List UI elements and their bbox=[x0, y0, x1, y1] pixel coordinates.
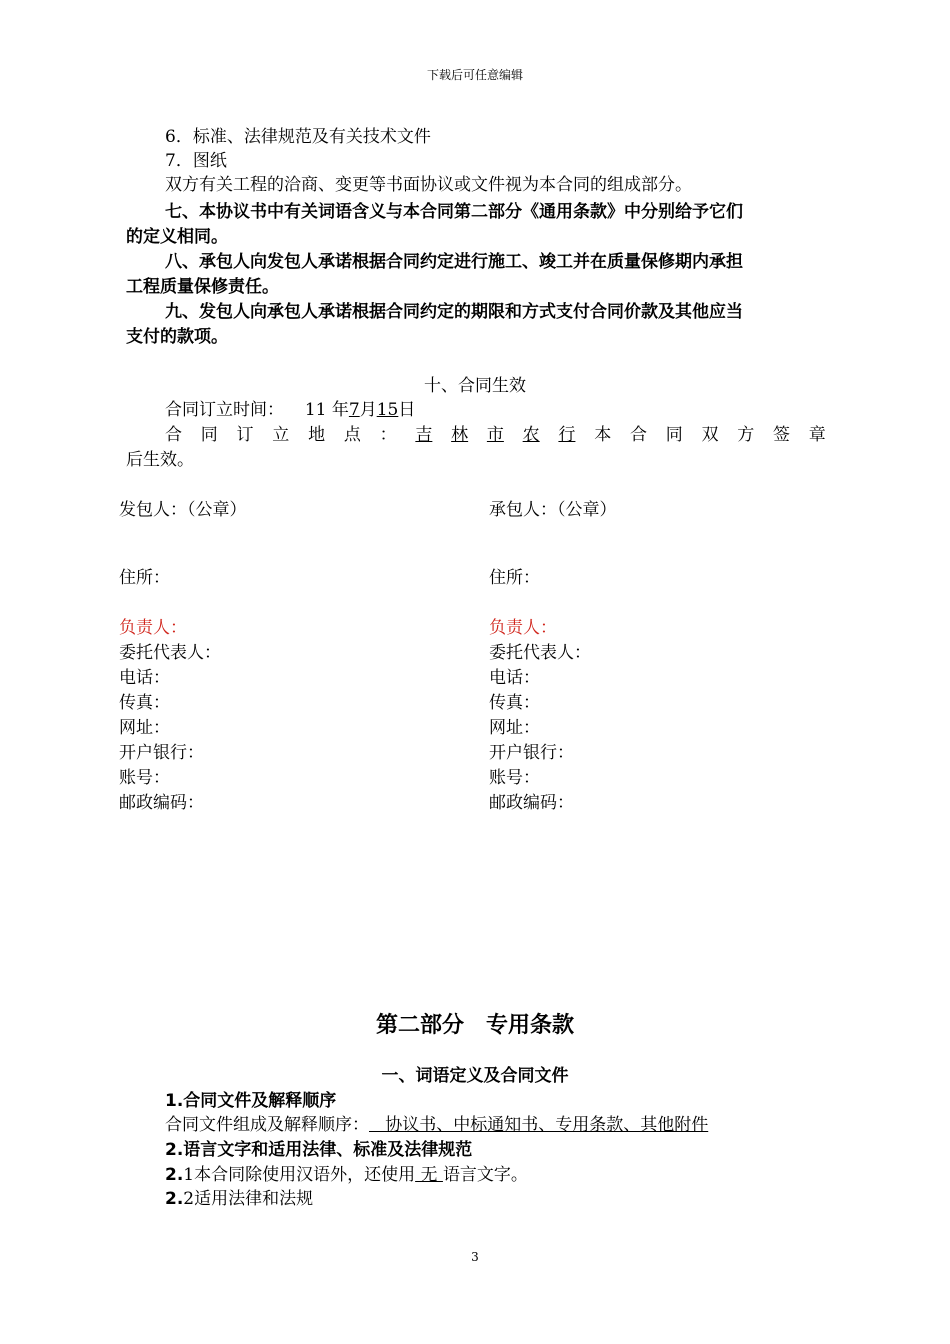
day-unit: 日 bbox=[398, 400, 416, 420]
s22-body bbox=[165, 1187, 826, 1211]
part2-title: 第二部分 专用条款 bbox=[375, 1013, 574, 1038]
contract-year: 11 bbox=[304, 400, 327, 420]
s21-value: 无 bbox=[415, 1165, 443, 1185]
contractor-bank: 开户银行： bbox=[489, 743, 574, 763]
s2-heading: 2.语言文字和适用法律、标准及法律规范 bbox=[165, 1140, 473, 1160]
place-value-char: 行 bbox=[558, 425, 576, 445]
contractor-fax: 传真： bbox=[489, 693, 540, 713]
contract-place bbox=[165, 423, 826, 447]
place-value-char: 市 bbox=[486, 425, 504, 445]
place-label-char: 点 bbox=[343, 425, 361, 445]
employer-phone: 电话： bbox=[119, 668, 170, 688]
clause-7-line2: 的定义相同。 bbox=[126, 227, 228, 247]
contractor-website: 网址： bbox=[489, 718, 540, 738]
employer-name: 发包人：（公章） bbox=[119, 500, 247, 520]
employer-agent: 委托代表人： bbox=[119, 643, 221, 663]
clause-8-line2: 工程质量保修责任。 bbox=[126, 277, 279, 297]
s21-number-sub: 1 bbox=[183, 1165, 195, 1185]
contractor-account: 账号： bbox=[489, 768, 540, 788]
s21-text-a: 本合同除使用汉语外，还使用 bbox=[194, 1165, 416, 1185]
s22-number-sub: 2 bbox=[183, 1189, 195, 1209]
place-after-char: 同 bbox=[665, 425, 683, 445]
s1-value: 协议书、中标通知书、专用条款、其他附件 bbox=[369, 1115, 709, 1135]
page-number: 3 bbox=[471, 1250, 479, 1264]
employer-address: 住所： bbox=[119, 568, 170, 588]
page-header: 下载后可任意编辑 bbox=[426, 68, 523, 82]
contractor-responsible: 负责人： bbox=[489, 618, 557, 638]
list-item-6: 6．标准、法律规范及有关技术文件 bbox=[165, 127, 431, 147]
clause-8-line1: 八、承包人向发包人承诺根据合同约定进行施工、竣工并在质量保修期内承担 bbox=[165, 252, 743, 272]
contract-time-label: 合同订立时间： bbox=[165, 400, 284, 420]
place-tail: 后生效。 bbox=[126, 450, 194, 470]
employer-fax: 传真： bbox=[119, 693, 170, 713]
contract-time bbox=[165, 398, 826, 422]
s1-body bbox=[165, 1113, 826, 1137]
place-after-char: 方 bbox=[737, 425, 755, 445]
month-unit: 月 bbox=[359, 400, 377, 420]
list-item-7: 7．图纸 bbox=[165, 151, 227, 171]
s21-text-b: 语言文字。 bbox=[442, 1165, 528, 1185]
employer-account: 账号： bbox=[119, 768, 170, 788]
s22-number: 2. bbox=[165, 1189, 184, 1209]
employer-bank: 开户银行： bbox=[119, 743, 204, 763]
contractor-postcode: 邮政编码： bbox=[489, 793, 574, 813]
contract-month: 7 bbox=[348, 400, 360, 420]
clause-9-line1: 九、发包人向承包人承诺根据合同约定的期限和方式支付合同价款及其他应当 bbox=[165, 302, 743, 322]
employer-responsible: 负责人： bbox=[119, 618, 187, 638]
place-label-char: 合 bbox=[165, 425, 182, 445]
clause-9-line2: 支付的款项。 bbox=[126, 327, 228, 347]
contractor-agent: 委托代表人： bbox=[489, 643, 591, 663]
contractor-address: 住所： bbox=[489, 568, 540, 588]
clause-7-line1: 七、本协议书中有关词语含义与本合同第二部分《通用条款》中分别给予它们 bbox=[165, 202, 743, 222]
place-label-char: 立 bbox=[272, 425, 290, 445]
s21-number: 2. bbox=[165, 1165, 184, 1185]
place-after-char: 双 bbox=[701, 425, 719, 445]
place-after-char: 章 bbox=[808, 425, 826, 445]
place-label-char: 订 bbox=[236, 425, 254, 445]
contractor-phone: 电话： bbox=[489, 668, 540, 688]
composition-note: 双方有关工程的洽商、变更等书面协议或文件视为本合同的组成部分。 bbox=[165, 175, 692, 195]
place-after-char: 合 bbox=[629, 425, 647, 445]
contractor-name: 承包人：（公章） bbox=[489, 500, 617, 520]
s22-text: 适用法律和法规 bbox=[194, 1189, 314, 1209]
s1-heading: 1.合同文件及解释顺序 bbox=[165, 1091, 337, 1111]
place-label-char: ： bbox=[379, 425, 397, 445]
s1-label: 合同文件组成及解释顺序： bbox=[165, 1115, 369, 1135]
place-value-char: 农 bbox=[522, 425, 540, 445]
place-label-char: 地 bbox=[308, 425, 326, 445]
contract-day: 15 bbox=[376, 400, 399, 420]
employer-postcode: 邮政编码： bbox=[119, 793, 204, 813]
part2-section1: 一、词语定义及合同文件 bbox=[381, 1066, 569, 1086]
s21-body bbox=[165, 1163, 826, 1187]
year-unit: 年 bbox=[331, 400, 349, 420]
place-after-char: 本 bbox=[594, 425, 612, 445]
effect-heading: 十、合同生效 bbox=[424, 376, 526, 396]
place-value-char: 吉 bbox=[415, 425, 433, 445]
place-label-char: 同 bbox=[200, 425, 218, 445]
place-after-char: 签 bbox=[773, 425, 791, 445]
employer-website: 网址： bbox=[119, 718, 170, 738]
place-value-char: 林 bbox=[451, 425, 469, 445]
